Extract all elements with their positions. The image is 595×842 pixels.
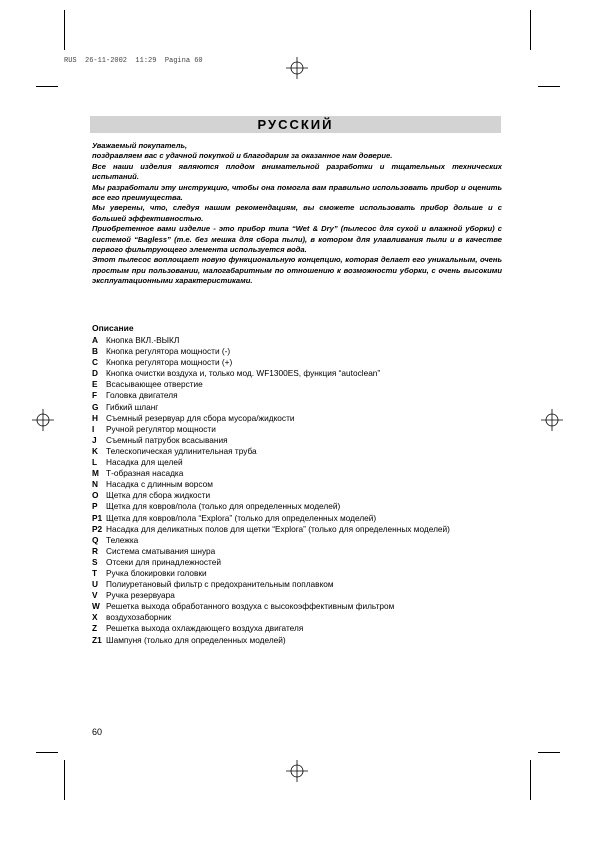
crop-mark-bottom-left-h — [36, 752, 58, 753]
crop-mark-top-left-v — [64, 10, 65, 50]
list-item — [92, 513, 512, 524]
list-item — [92, 501, 512, 512]
list-item — [92, 346, 512, 357]
list-item — [92, 468, 512, 479]
part-letter: K — [92, 445, 98, 456]
registration-mark-top — [286, 57, 308, 79]
part-letter: P2 — [92, 523, 103, 534]
part-text: Насадка с длинным ворсом — [106, 479, 213, 490]
part-letter: D — [92, 368, 98, 379]
part-text: Тележка — [106, 534, 139, 545]
part-letter: O — [92, 490, 99, 501]
part-text: Съемный резервуар для сбора мусора/жидкости — [106, 412, 295, 423]
list-item — [92, 590, 512, 601]
intro-paragraph: Этот пылесос воплощает новую функциональную концепцию, которая делает его уникальным, очень простым при пользовании, малогабаритным по отношению к возможности уборки, с очень высокими эксплуатационными характеристиками. — [92, 255, 502, 286]
list-item — [92, 368, 512, 379]
part-letter: S — [92, 556, 98, 567]
part-text: Кнопка регулятора мощности (-) — [106, 346, 231, 357]
parts-list — [92, 335, 512, 646]
list-item — [92, 568, 512, 579]
list-item — [92, 435, 512, 446]
list-item — [92, 413, 512, 424]
part-letter: Z — [92, 623, 98, 634]
list-item — [92, 446, 512, 457]
registration-mark-bottom — [286, 760, 308, 782]
part-letter: T — [92, 567, 98, 578]
part-letter: V — [92, 590, 98, 601]
list-item — [92, 623, 512, 634]
crop-mark-bottom-right-h — [538, 752, 560, 753]
page-number: 60 — [92, 727, 103, 737]
part-text: Решетка выхода охлаждающего воздуха двигателя — [106, 623, 304, 634]
intro-paragraph: Мы разработали эту инструкцию, чтобы она помогла вам правильно использовать прибор и оценить все его преимущества. — [92, 182, 502, 203]
list-item — [92, 546, 512, 557]
part-text: Насадка для деликатных полов для щетки “Explora” (только для определенных моделей) — [106, 523, 450, 534]
part-letter: A — [92, 335, 98, 345]
list-item — [92, 479, 512, 490]
part-letter: E — [92, 379, 98, 390]
part-letter: I — [92, 423, 95, 434]
print-header: RUS 26-11-2002 11:29 Pagina 60 — [64, 57, 203, 65]
part-letter: H — [92, 412, 98, 423]
part-text: Кнопка очистки воздуха и, только мод. WF1300ES, функция “autoclean” — [106, 368, 381, 379]
part-text: Т-образная насадка — [106, 468, 184, 479]
part-letter: U — [92, 579, 98, 590]
crop-mark-bottom-right-v — [530, 760, 531, 800]
part-text: Полиуретановый фильтр с предохранительным поплавком — [106, 579, 334, 590]
intro-paragraph: Приобретенное вами изделие - это прибор типа “Wet & Dry” (пылесос для сухой и влажной уборки) с системой “Bagless” (т.е. без мешка для сбора пыли), в котором для улавливания пыли и в качестве первого фильтрующего элемента используется вода. — [92, 224, 502, 255]
part-text: Ручка резервуара — [106, 590, 175, 601]
list-item — [92, 335, 512, 346]
registration-mark-left — [32, 409, 54, 431]
part-letter: P1 — [92, 512, 103, 523]
part-text: Головка двигателя — [106, 390, 178, 401]
page-title: РУССКИЙ — [257, 117, 334, 132]
part-text: Ручка блокировки головки — [106, 567, 207, 578]
part-letter: J — [92, 434, 97, 445]
part-text: Отсеки для принадлежностей — [106, 556, 221, 567]
list-item — [92, 612, 512, 623]
part-text: Решетка выхода обработанного воздуха с высокоэффективным фильтром — [106, 601, 395, 612]
list-item — [92, 490, 512, 501]
intro-paragraph: Все наши изделия являются плодом внимательной разработки и тщательных технических испытаний. — [92, 161, 502, 182]
list-item — [92, 535, 512, 546]
crop-mark-top-right-h — [538, 86, 560, 87]
part-text: Щетка для ковров/пола (только для определенных моделей) — [106, 501, 341, 512]
language-title-bar — [90, 116, 501, 133]
list-item — [92, 357, 512, 368]
crop-mark-bottom-left-v — [64, 760, 65, 800]
crop-mark-top-left-h — [36, 86, 58, 87]
part-text: Щетка для ковров/пола “Explora” (только для определенных моделей) — [106, 512, 377, 523]
part-letter: F — [92, 390, 98, 401]
list-item — [92, 635, 512, 646]
intro-paragraph: Мы уверены, что, следуя нашим рекомендациям, вы сможете использовать прибор дольше и с большей эффективностью. — [92, 203, 502, 223]
intro-paragraph: поздравляем вас с удачной покупкой и благодарим за оказанное нам доверие. — [92, 151, 393, 161]
part-letter: R — [92, 545, 98, 556]
part-letter: Q — [92, 534, 99, 545]
description-heading: Описание — [92, 323, 134, 333]
part-letter: M — [92, 468, 99, 479]
crop-mark-top-right-v — [530, 10, 531, 50]
part-text: Телескопическая удлинительная труба — [106, 445, 257, 456]
list-item — [92, 390, 512, 401]
list-item — [92, 557, 512, 568]
list-item — [92, 457, 512, 468]
intro-paragraph: Уважаемый покупатель, — [92, 141, 188, 150]
part-letter: Z1 — [92, 634, 102, 645]
part-text: Кнопка ВКЛ.-ВЫКЛ — [106, 335, 180, 345]
registration-mark-right — [541, 409, 563, 431]
part-letter: P — [92, 501, 98, 512]
list-item — [92, 424, 512, 435]
list-item — [92, 524, 512, 535]
part-letter: L — [92, 457, 98, 468]
part-text: Гибкий шланг — [106, 401, 159, 412]
part-text: Насадка для щелей — [106, 457, 183, 468]
list-item — [92, 601, 512, 612]
list-item — [92, 379, 512, 390]
part-text: Щетка для сбора жидкости — [106, 490, 211, 501]
part-text: Система сматывания шнура — [106, 545, 216, 556]
part-letter: W — [92, 601, 100, 612]
part-text: Съемный патрубок всасывания — [106, 434, 228, 445]
part-text: Всасывающее отверстие — [106, 379, 203, 390]
part-letter: B — [92, 346, 98, 357]
part-letter: N — [92, 479, 98, 490]
list-item — [92, 402, 512, 413]
part-text: Шампуня (только для определенных моделей) — [106, 634, 286, 645]
part-letter: G — [92, 401, 99, 412]
part-letter: C — [92, 357, 98, 368]
part-text: Ручной регулятор мощности — [106, 423, 216, 434]
part-text: Кнопка регулятора мощности (+) — [106, 357, 233, 368]
intro-text — [92, 141, 502, 287]
list-item — [92, 579, 512, 590]
part-letter: X — [92, 612, 98, 623]
part-text: воздухозаборник — [106, 612, 172, 623]
